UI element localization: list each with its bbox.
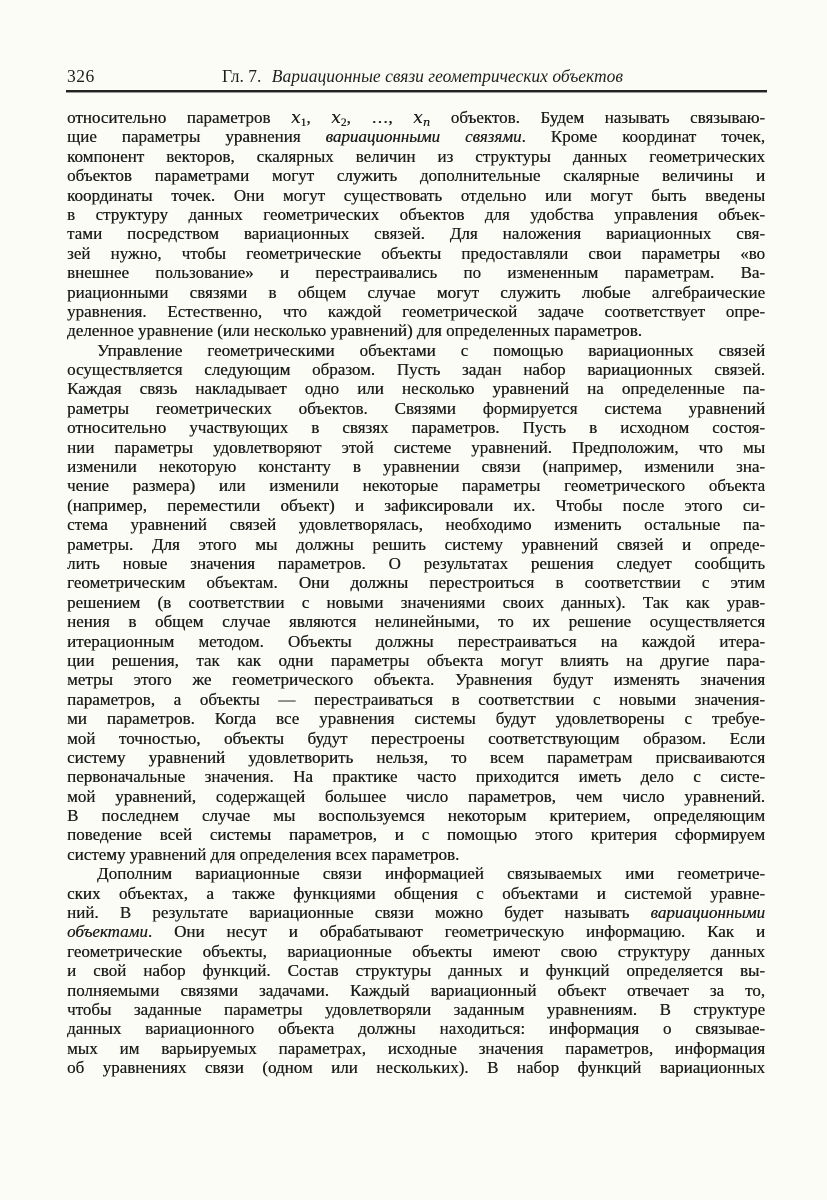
text-line: итерационным методом. Объекты должны перестраиваться на каждой итера- [67,631,765,651]
text-line: координаты точек. Они могут существовать отдельно или могут быть введены [67,185,765,205]
text-line: лить новые значения параметров. О результатах решения следует сообщить [67,553,765,573]
text-line: первоначальные значения. На практике часто приходится иметь дело с систе- [67,767,765,787]
text-line: геометрические объекты, вариационные объекты имеют свою структуру данных [67,941,765,961]
running-title [73,66,772,87]
text-line: Управление геометрическими объектами с помощью вариационных связей [97,340,765,360]
header-rule [66,90,767,92]
text-line: стема уравнений связей удовлетворялась, необходимо изменить остальные па- [67,515,765,535]
text-line: параметров, а объекты — перестраиваться в соответствии с новыми значения- [67,689,765,709]
text-line: ний. В результате вариационные связи можно будет называть вариационными [67,903,765,923]
text-line: мых им варьируемых параметрах, исходные значения параметров, информация [67,1038,765,1058]
text-line: чение размера) или изменили некоторые параметры геометрического объекта [67,476,765,496]
text-line: мой точностью, объекты будут перестроены соответствующим образом. Если [67,728,765,748]
text-line: в структуру данных геометрических объектов для удобства управления объек- [67,204,765,224]
text-line: систему уравнений удовлетворить нельзя, то всем параметрам присваиваются [67,747,765,767]
text-line: Каждая связь накладывает одно или несколько уравнений на определенные па- [67,379,765,399]
text-line: изменили некоторую константу в уравнении связи (например, изменили зна- [67,457,765,477]
text-line: осуществляется следующим образом. Пусть задан набор вариационных связей. [67,360,765,380]
text-line: решением (в соответствии с новыми значениями своих данных). Так как урав- [67,592,765,612]
text-line: чтобы заданные параметры удовлетворяли заданным уравнениям. В структуре [67,999,765,1019]
text-line: нии параметры удовлетворяют этой системе уравнений. Предположим, что мы [67,437,765,457]
text-line: зей нужно, чтобы геометрические объекты предоставляли свои параметры «во [67,243,765,263]
chapter-number-prefix: Гл. 7. [221,66,262,86]
text-line: уравнения. Естественно, что каждой геометрической задаче соответствует опре- [67,301,765,321]
text-line: В последнем случае мы воспользуемся некоторым критерием, определяющим [67,806,765,826]
page-header [67,66,766,89]
text-line: ских объектах, а также функциями общения с объектами и системой уравне- [67,883,765,903]
text-line: геометрическим объектам. Они должны перестроиться в соответствии с этим [67,573,765,593]
text-line: щие параметры уравнения вариационными связями. Кроме координат точек, [67,127,765,147]
text-line: Дополним вариационные связи информацией связываемых ими геометриче- [97,864,765,884]
text-line: относительно участвующих в связях параметров. Пусть в исходном состоя- [67,418,765,438]
text-line: поведение всей системы параметров, и с помощью этого критерия сформируем [67,825,765,845]
text-line: риационными связями в общем случае могут служить любые алгебраические [67,282,765,302]
text-line: метры этого же геометрического объекта. Уравнения будут изменять значения [67,670,765,690]
text-line: внешнее пользование» и перестраивались по измененным параметрам. Ва- [67,263,765,283]
text-line: мой уравнений, содержащей большее число параметров, чем число уравнений. [67,786,765,806]
text-line: объектов параметрами могут служить дополнительные скалярные величины и [67,166,765,186]
text-line: об уравнениях связи (одном или нескольких). В набор функций вариационных [67,1058,765,1078]
text-line: систему уравнений для определения всех параметров. [67,844,460,864]
body-text [67,108,765,1078]
text-line: относительно параметров x1, x2, …, xn объектов. Будем называть связываю- [67,108,765,128]
text-line: ции решения, так как одни параметры объекта могут влиять на другие пара- [67,650,765,670]
text-line: (например, переместили объект) и зафиксировали их. Чтобы после этого си- [67,495,765,515]
text-line: деленное уравнение (или несколько уравнений) для определенных параметров. [67,321,642,341]
page-number: 326 [67,66,95,86]
text-line: данных вариационного объекта должны находиться: информация о связывае- [67,1019,765,1039]
text-line: объектами. Они несут и обрабатывают геометрическую информацию. Как и [67,922,765,942]
text-line: раметры. Для этого мы должны решить систему уравнений связей и опреде- [67,534,765,554]
text-line: ми параметров. Когда все уравнения системы будут удовлетворены с требуе- [67,709,765,729]
text-line: нения в общем случае являются нелинейными, то их решение осуществляется [67,612,765,632]
text-line: и свой набор функций. Состав структуры данных и функций определяется вы- [67,961,765,981]
text-line: тами посредством вариационных связей. Для наложения вариационных свя- [67,224,765,244]
text-line: полняемыми связями задачами. Каждый вариационный объект отвечает за то, [67,980,765,1000]
chapter-header-title: Вариационные связи геометрических объектов [271,66,623,86]
text-line: раметры геометрических объектов. Связями формируется система уравнений [67,398,765,418]
text-line: компонент векторов, скалярных величин из структуры данных геометрических [67,146,765,166]
